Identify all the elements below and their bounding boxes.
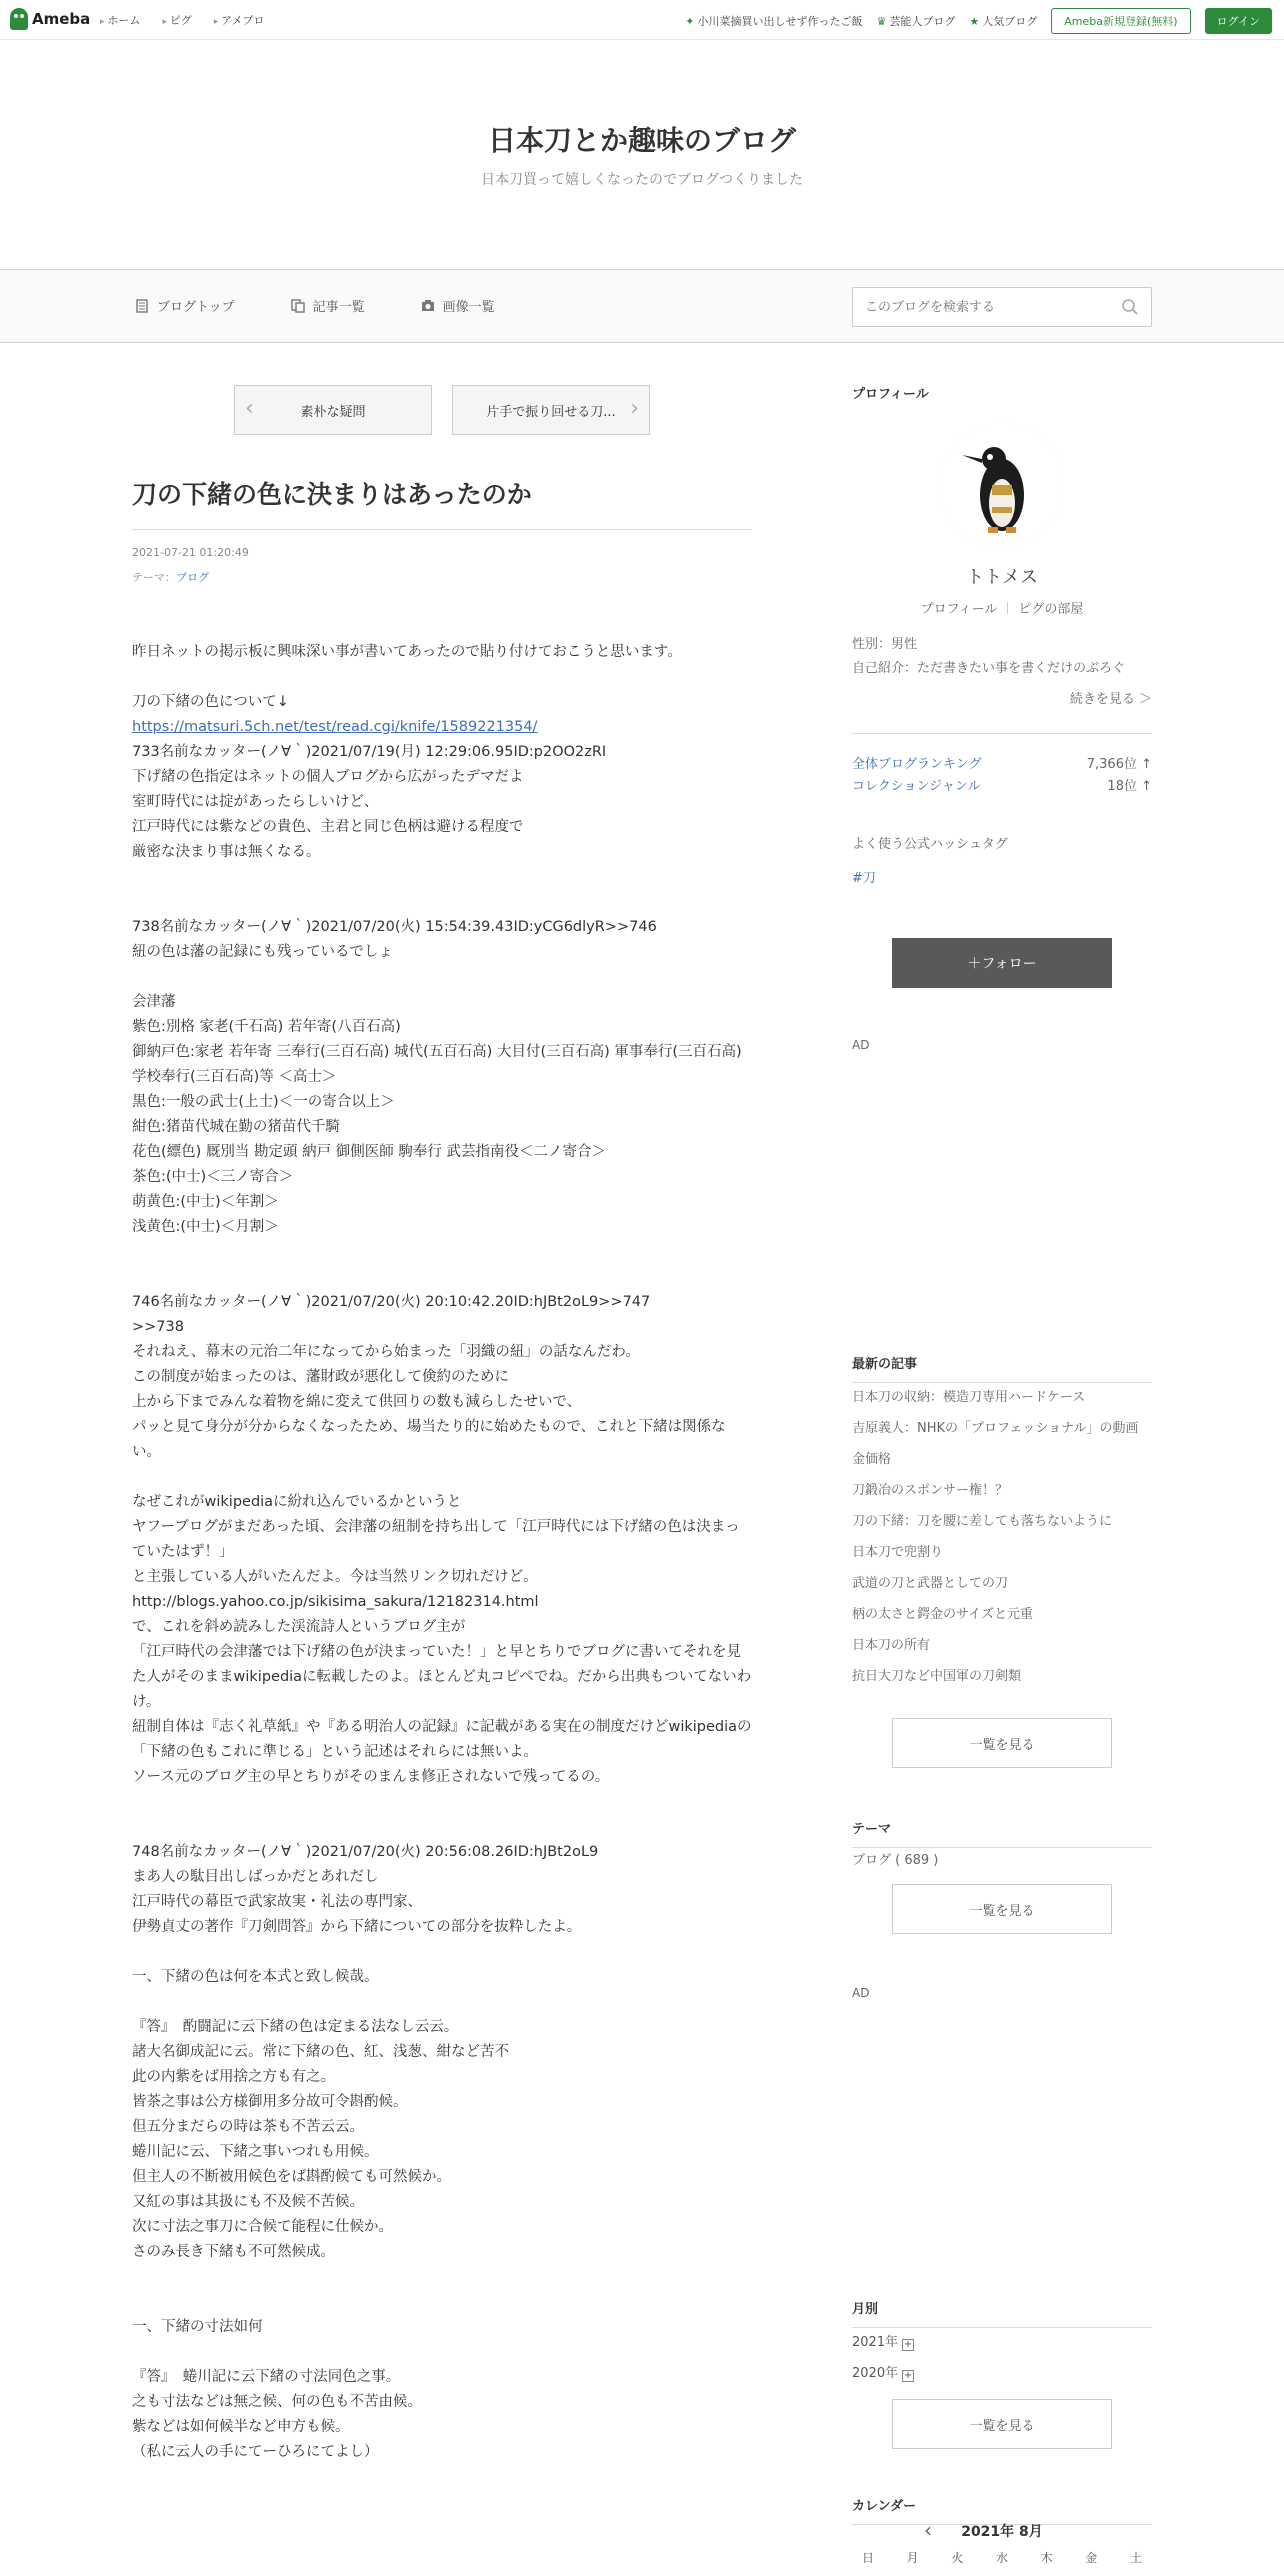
weekday: 日 — [862, 2551, 875, 2565]
divider — [1007, 602, 1008, 614]
overall-ranking-link[interactable]: 全体ブログランキング — [852, 757, 982, 772]
ad-label: AD — [852, 1038, 870, 1052]
calendar-weekdays — [852, 2549, 1152, 2566]
celeb-blog-link[interactable]: ♛ 芸能人ブログ — [876, 15, 956, 28]
pig-room-link[interactable]: ピグの部屋 — [1018, 602, 1084, 617]
profile-more-link[interactable]: 続きを見る ＞ — [1069, 692, 1152, 707]
nav-home[interactable]: ▸ ホーム — [100, 12, 140, 28]
chevron-left-icon: ‹ — [245, 396, 254, 421]
nav-article-list[interactable]: 記事一覧 — [291, 296, 365, 315]
list-item[interactable]: 刀の下緒：刀を腰に差しても落ちないように — [852, 1514, 1113, 1529]
nav-pig[interactable]: ▸ ピグ — [162, 12, 191, 28]
profile-links — [852, 598, 1152, 617]
profile-intro: 自己紹介：ただ書きたい事を書くだけのぶろぐ — [852, 661, 1126, 676]
penguin-avatar-icon — [940, 423, 1064, 547]
monthly-more-button[interactable]: 一覧を見る — [892, 2399, 1112, 2449]
list-item[interactable]: 柄の太さと鍔金のサイズと元重 — [852, 1607, 1033, 1622]
weekday: 火 — [951, 2551, 964, 2565]
theme-more-button[interactable]: 一覧を見る — [892, 1884, 1112, 1934]
genre-ranking-value: 18位 ↑ — [1107, 779, 1152, 794]
list-item[interactable]: 日本刀の収納：模造刀専用ハードケース — [852, 1390, 1086, 1405]
calendar-heading: カレンダー — [852, 2495, 1152, 2525]
genre-ranking — [852, 775, 1152, 794]
profile-info — [852, 633, 1152, 681]
global-header — [0, 0, 1284, 40]
calendar-month: 2021年 8月 — [961, 2524, 1043, 2540]
list-item[interactable]: 刀鍛冶のスポンサー権！？ — [852, 1483, 1009, 1498]
chevron-right-icon: › — [630, 396, 639, 421]
article-date: 2021-07-21 01:20:49 — [132, 546, 249, 559]
copy-icon — [291, 299, 305, 313]
global-header-right — [685, 8, 1272, 34]
login-button[interactable]: ログイン — [1205, 8, 1272, 34]
overall-ranking-value: 7,366位 ↑ — [1086, 757, 1152, 772]
chevron-left-icon[interactable]: ‹ — [924, 2518, 932, 2542]
expand-icon[interactable]: + — [903, 2339, 913, 2350]
divider — [852, 733, 1152, 734]
theme-heading: テーマ — [852, 1818, 1152, 1848]
register-button[interactable]: Ameba新規登録(無料) — [1051, 8, 1190, 34]
weekday: 土 — [1129, 2551, 1142, 2565]
popular-blog-link[interactable]: ★ 人気ブログ — [969, 15, 1038, 28]
list-item[interactable]: 吉原義人：NHKの「プロフェッショナル」の動画 — [852, 1421, 1139, 1436]
blog-description: 日本刀買って嬉しくなったのでブログつくりました — [481, 172, 803, 188]
monthly-heading: 月別 — [852, 2298, 1152, 2328]
genre-ranking-link[interactable]: コレクションジャンル — [852, 779, 981, 794]
star-icon: ★ — [969, 15, 980, 28]
blog-search — [852, 287, 1152, 327]
weekday: 金 — [1085, 2551, 1098, 2565]
search-input[interactable] — [853, 288, 1103, 326]
hashtag-heading: よく使う公式ハッシュタグ — [852, 837, 1008, 852]
ad-label: AD — [852, 1986, 870, 2000]
hashtag-link[interactable]: #刀 — [852, 871, 876, 886]
article-title[interactable]: 刀の下緒の色に決まりはあったのか — [132, 475, 752, 530]
weekday: 水 — [995, 2551, 1008, 2565]
recent-heading: 最新の記事 — [852, 1353, 1152, 1383]
year-2021[interactable]: 2021年 + — [852, 2335, 913, 2350]
profile-name[interactable]: トトメス — [966, 567, 1038, 588]
theme-item[interactable]: ブログ ( 689 ) — [852, 1853, 939, 1868]
recent-articles — [852, 1388, 1152, 1698]
nav-ameblo[interactable]: ▸ アメブロ — [214, 12, 265, 28]
avatar[interactable] — [940, 423, 1064, 547]
blog-header — [0, 41, 1284, 269]
next-article-button[interactable]: 片手で振り回せる刀... › — [452, 385, 650, 435]
theme-link[interactable]: ブログ — [176, 571, 209, 584]
document-icon — [135, 299, 149, 313]
ameba-logo[interactable] — [10, 8, 90, 30]
weekday: 木 — [1040, 2551, 1053, 2565]
logo-text: Ameba — [32, 10, 91, 28]
list-item[interactable]: 日本刀の所有 — [852, 1638, 931, 1653]
list-item[interactable]: 金価格 — [852, 1452, 892, 1467]
list-item[interactable]: 武道の刀と武器としての刀 — [852, 1576, 1009, 1591]
source-link[interactable]: https://matsuri.5ch.net/test/read.cgi/knife/1589221354/ — [132, 719, 538, 735]
blog-navbar — [0, 269, 1284, 343]
list-item[interactable]: 日本刀で兜割り — [852, 1545, 944, 1560]
promo-link[interactable]: ✦ 小川菜摘買い出しせず作ったご飯 — [685, 15, 863, 28]
profile-gender: 性別：男性 — [852, 637, 918, 652]
profile-link[interactable]: プロフィール — [920, 602, 998, 617]
ameba-logo-icon — [10, 8, 28, 30]
list-item[interactable]: 抗日大刀など中国軍の刀剣類 — [852, 1669, 1022, 1684]
blog-title[interactable]: 日本刀とか趣味のブログ — [487, 124, 796, 157]
global-nav — [100, 12, 265, 28]
recent-more-button[interactable]: 一覧を見る — [892, 1718, 1112, 1768]
nav-blog-top[interactable]: ブログトップ — [135, 296, 235, 315]
search-icon[interactable] — [1121, 298, 1139, 316]
follow-button[interactable]: ＋フォロー — [892, 938, 1112, 988]
article-theme: テーマ：ブログ — [132, 571, 209, 584]
overall-ranking — [852, 753, 1152, 772]
article-body: 昨日ネットの掲示板に興味深い事が書いてあったので貼り付けておこうと思います。 刀の下緒の色について↓ https://matsuri.5ch.net/test/read.cgi/knife/1589221354/ 733名前なカッター(ノ∀｀)2021/07/19(月) 12:29:06.95ID:p2OO2zRI 下げ緒の色指定はネットの個人ブログから広がったデマだよ 室町時代には掟があったらしいけど、 江戸時代には紫などの貴色、主君と同じ色柄は避ける程度で 厳密な決まり事は無くなる。 738名前なカッター(ノ∀｀)2021/07/20(火) 15:54:39.43ID:yCG6dlyR>>746 紐の色は藩の記録にも残っているでしょ 会津藩 紫色:別格 家老(千石高) 若年寄(八百石高) 御納戸色:家老 若年寄 三奉行(三百石高) 城代(五百石高) 大目付(三百石高) 軍事奉行(三百石高) 学校奉行(三百石高)等 ＜高士＞ 黒色:一般の武士(上士)＜一の寄合以上＞ 紺色:猪苗代城在勤の猪苗代千騎 花色(縹色) 厩別当 勘定頭 納戸 御側医師 駒奉行 武芸指南役＜二ノ寄合＞ 茶色:(中士)＜三ノ寄合＞ 萌黄色:(中士)＜年割＞ 浅黄色:(中士)＜月割＞ 746名前なカッター(ノ∀｀)2021/07/20(火) 20:10:42.20ID:hJBt2oL9>>747 >>738 それねえ、幕末の元治二年になってから始まった「羽織の紐」の話なんだわ。 この制度が始まったのは、藩財政が悪化して倹約のために 上から下までみんな着物を綿に変えて供回りの数も減らしたせいで、 パッと見て身分が分からなくなったため、場当たり的に始めたもので、これと下緒は関係ない。 なぜこれがwikipediaに紛れ込んでいるかというと ヤフーブログがまだあった頃、会津藩の紐制を持ち出して「江戸時代には下げ緒の色は決まっていたはず！」 と主張している人がいたんだよ。今は当然リンク切れだけど。 http://blogs.yahoo.co.jp/sikisima_sakura/12182314.html で、これを斜め読みした渓流詩人というブログ主が 「江戸時代の会津藩では下げ緒の色が決まっていた！」と早とちりでブログに書いてそれを見た人がそのままwikipediaに転載したのよ。ほとんど丸コピペでね。だから出典もついてないわけ。 紐制自体は『志く礼草紙』や『ある明治人の記録』に記載がある実在の制度だけどwikipediaの「下緒の色もこれに準じる」という記述はそれらには無いよ。 ソース元のブログ主の早とちりがそのまんま修正されないで残ってるの。 748名前なカッター(ノ∀｀)2021/07/20(火) 20:56:08.26ID:hJBt2oL9 まあ人の駄目出しばっかだとあれだし 江戸時代の幕臣で武家故実・礼法の専門家、 伊勢貞丈の著作『刀剣問答』から下緒についての部分を抜粋したよ。 一、下緒の色は何を本式と致し候哉。 『答』 酌闘記に云下緒の色は定まる法なし云云。 諸大名御成記に云。常に下緒の色、紅、浅葱、紺など苦不 此の内紫をば用捨之方も有之。 皆茶之事は公方様御用多分故可令斟酌候。 但五分まだらの時は茶も不苦云云。 蜷川記に云、下緒之事いつれも用候。 但主人の不断被用候色をば斟酌候ても可然候か。 又紅の事は其扱にも不及候不苦候。 次に寸法之事刀に合候て能程に仕候か。 さのみ長き下緒も不可然候成。 一、下緒の寸法如何 『答』 蜷川記に云下緒の寸法同色之事。 之も寸法などは無之候、何の色も不苦由候。 紫などは如何候半など申方も候。 （私に云人の手にてーひろにてよし） — [132, 644, 752, 2460]
nav-image-list[interactable]: 画像一覧 — [421, 296, 495, 315]
expand-icon[interactable]: + — [903, 2370, 913, 2381]
weekday: 月 — [906, 2551, 919, 2565]
crown-icon: ♛ — [876, 15, 887, 28]
profile-heading: プロフィール — [852, 387, 929, 402]
sparkle-icon: ✦ — [685, 15, 695, 28]
article-pager — [234, 385, 650, 435]
year-2020[interactable]: 2020年 + — [852, 2366, 913, 2381]
prev-article-button[interactable]: ‹ 素朴な疑問 — [234, 385, 432, 435]
camera-icon — [421, 299, 435, 313]
